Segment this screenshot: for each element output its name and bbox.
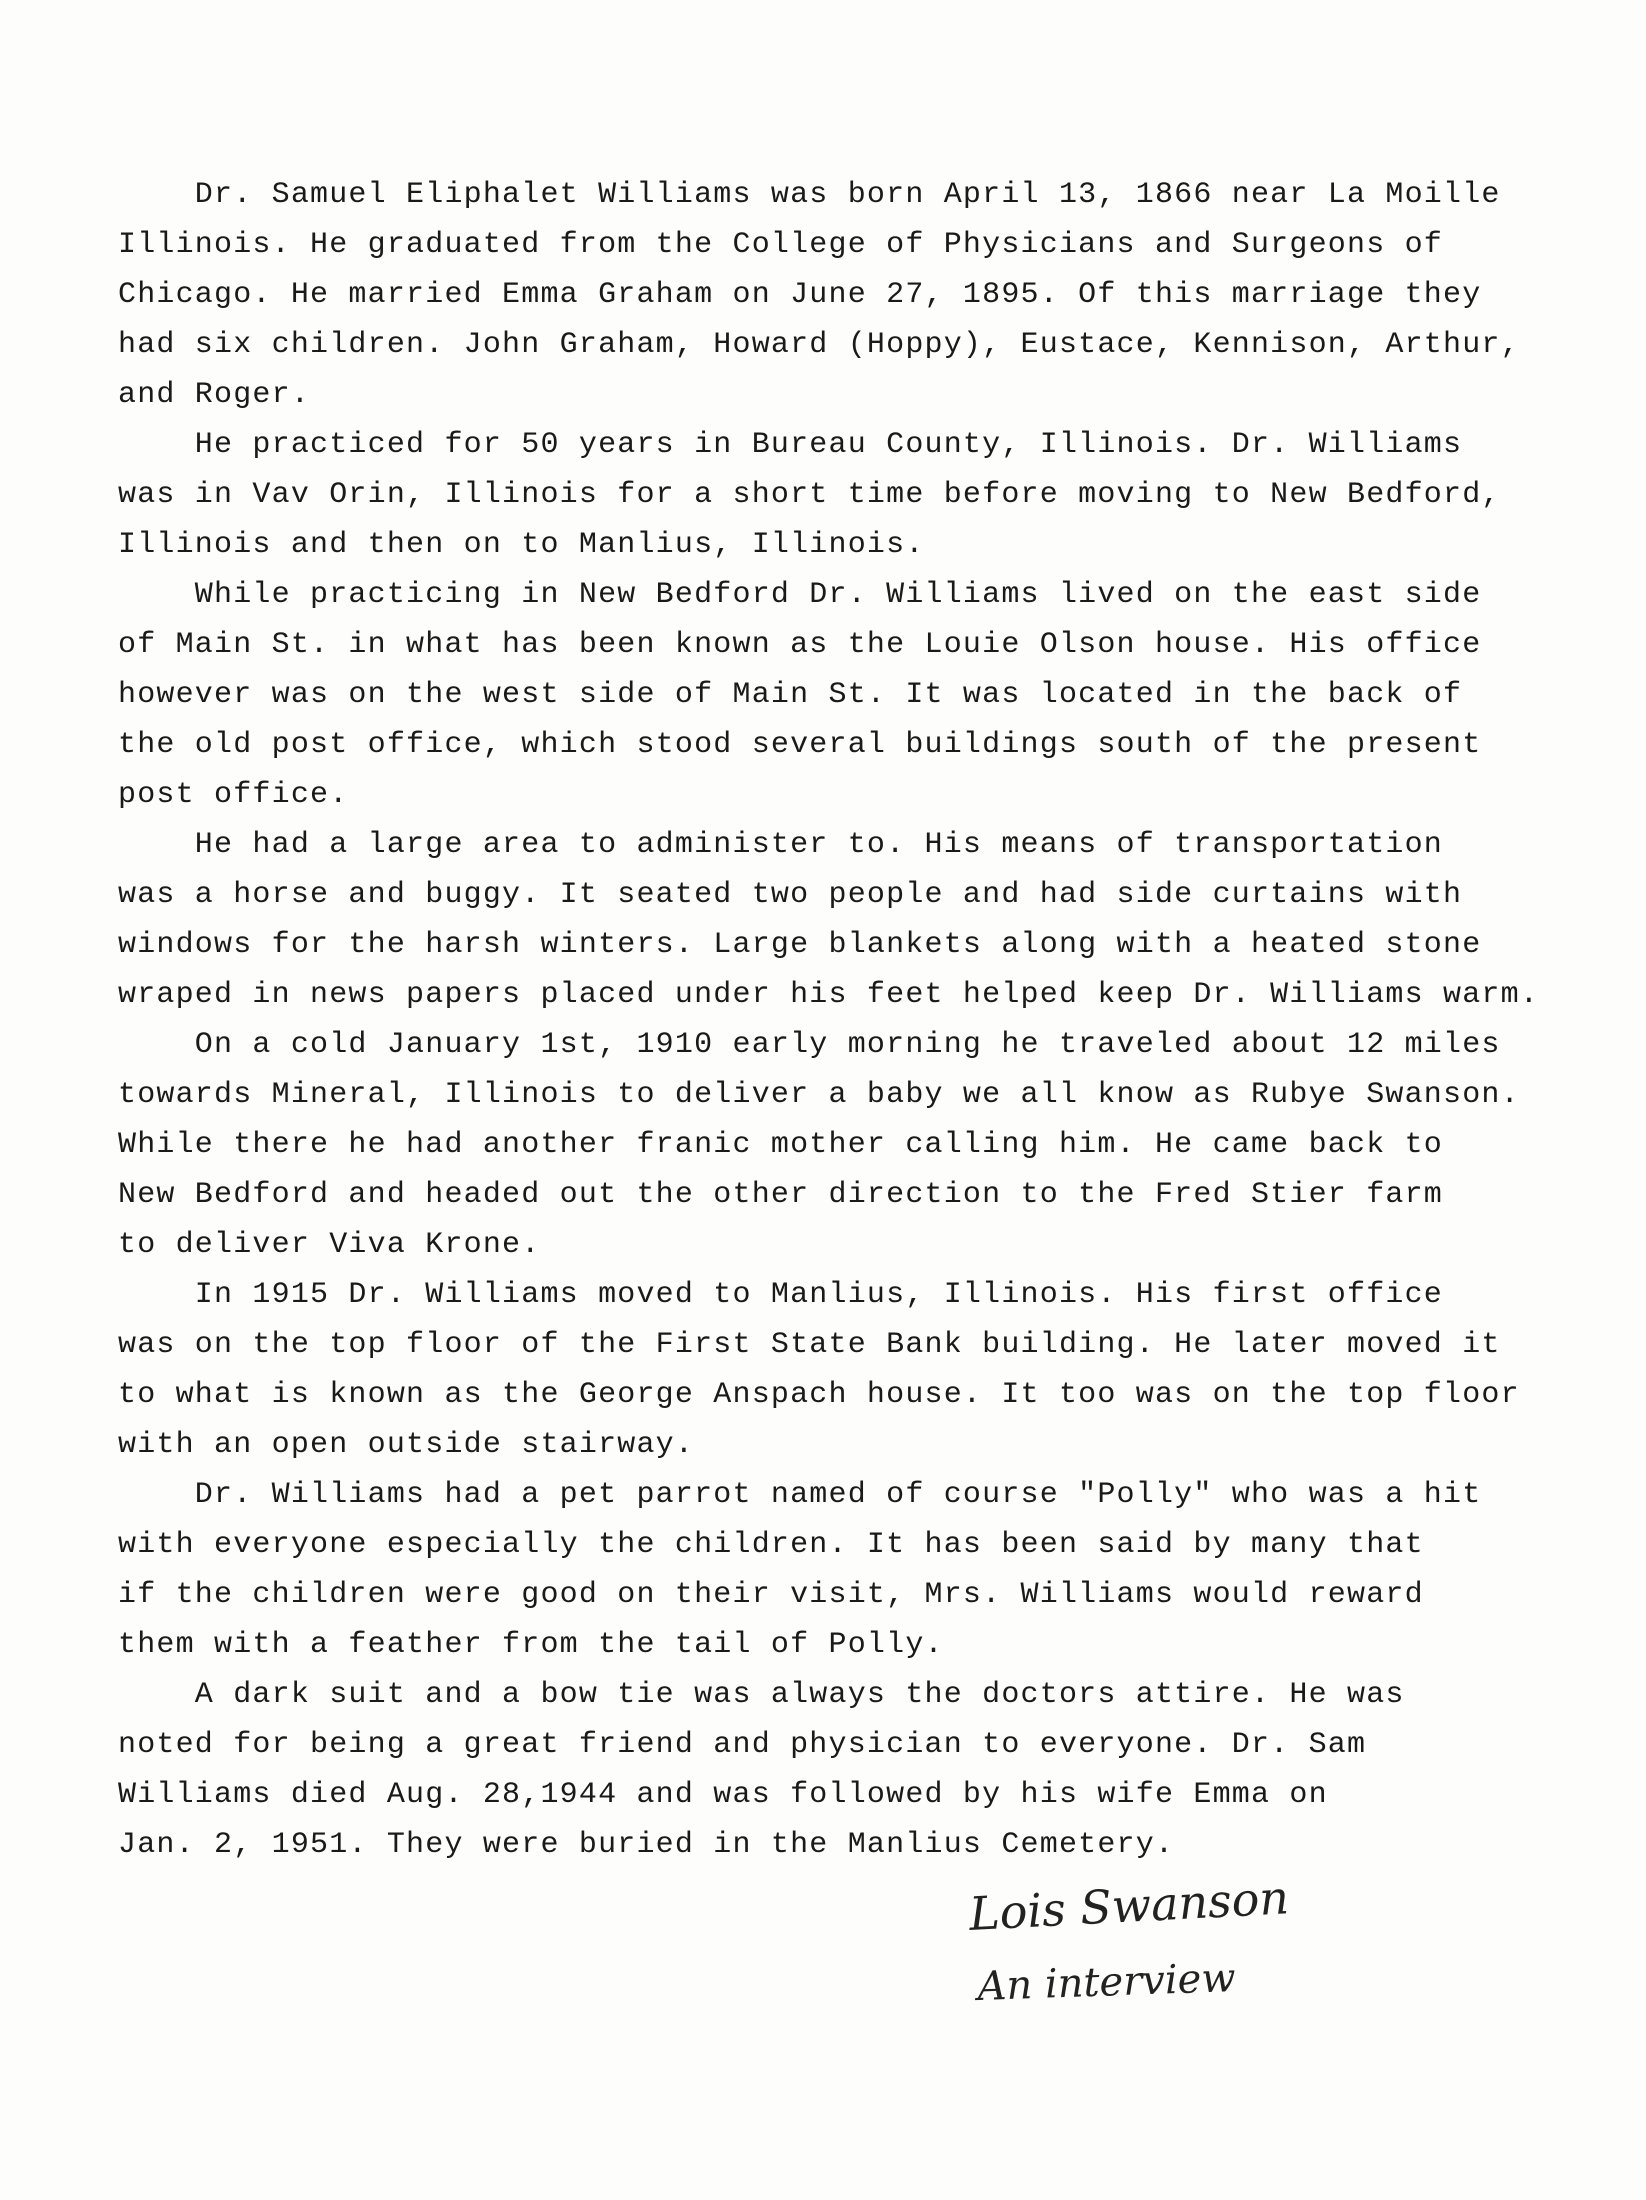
signature-note: An interview — [976, 1955, 1237, 2010]
text-line: the old post office, which stood several buildings south of the present — [118, 728, 1482, 762]
text-line: In 1915 Dr. Williams moved to Manlius, Illinois. His first office — [118, 1278, 1444, 1312]
text-line: to deliver Viva Krone. — [118, 1228, 541, 1262]
text-line: was a horse and buggy. It seated two people and had side curtains with — [118, 878, 1463, 912]
text-line: windows for the harsh winters. Large blankets along with a heated stone — [118, 928, 1482, 962]
text-line: wraped in news papers placed under his feet helped keep Dr. Williams warm. — [118, 978, 1540, 1012]
text-line: Jan. 2, 1951. They were buried in the Manlius Cemetery. — [118, 1828, 1175, 1862]
text-line: Dr. Williams had a pet parrot named of course "Polly" who was a hit — [118, 1478, 1482, 1512]
text-line: Dr. Samuel Eliphalet Williams was born April 13, 1866 near La Moille — [118, 178, 1501, 212]
text-line: Williams died Aug. 28,1944 and was followed by his wife Emma on — [118, 1778, 1328, 1812]
signature-name: Lois Swanson — [967, 1870, 1291, 1941]
text-line: them with a feather from the tail of Polly. — [118, 1628, 944, 1662]
text-line: however was on the west side of Main St. It was located in the back of — [118, 678, 1463, 712]
text-line: New Bedford and headed out the other direction to the Fred Stier farm — [118, 1178, 1444, 1212]
text-line: Illinois and then on to Manlius, Illinois. — [118, 528, 925, 562]
text-line: Illinois. He graduated from the College of Physicians and Surgeons of — [118, 228, 1444, 262]
text-line: of Main St. in what has been known as the Louie Olson house. His office — [118, 628, 1482, 662]
text-line: post office. — [118, 778, 349, 812]
text-line: A dark suit and a bow tie was always the doctors attire. He was — [118, 1678, 1405, 1712]
text-line: had six children. John Graham, Howard (Hoppy), Eustace, Kennison, Arthur, — [118, 328, 1520, 362]
text-line: and Roger. — [118, 378, 311, 412]
text-line: was on the top floor of the First State Bank building. He later moved it — [118, 1328, 1501, 1362]
text-line: He had a large area to administer to. His means of transportation — [118, 828, 1444, 862]
text-line: While there he had another franic mother calling him. He came back to — [118, 1128, 1444, 1162]
text-line: if the children were good on their visit, Mrs. Williams would reward — [118, 1578, 1424, 1612]
text-line: On a cold January 1st, 1910 early morning he traveled about 12 miles — [118, 1028, 1501, 1062]
handwritten-signature — [960, 1870, 1380, 2030]
text-line: While practicing in New Bedford Dr. Williams lived on the east side — [118, 578, 1482, 612]
text-line: with everyone especially the children. It has been said by many that — [118, 1528, 1424, 1562]
text-line: to what is known as the George Anspach house. It too was on the top floor — [118, 1378, 1520, 1412]
text-line: He practiced for 50 years in Bureau County, Illinois. Dr. Williams — [118, 428, 1463, 462]
text-line: with an open outside stairway. — [118, 1428, 695, 1462]
text-line: noted for being a great friend and physician to everyone. Dr. Sam — [118, 1728, 1367, 1762]
text-line: towards Mineral, Illinois to deliver a baby we all know as Rubye Swanson. — [118, 1078, 1520, 1112]
text-line: Chicago. He married Emma Graham on June 27, 1895. Of this marriage they — [118, 278, 1482, 312]
text-line: was in Vav Orin, Illinois for a short time before moving to New Bedford, — [118, 478, 1501, 512]
